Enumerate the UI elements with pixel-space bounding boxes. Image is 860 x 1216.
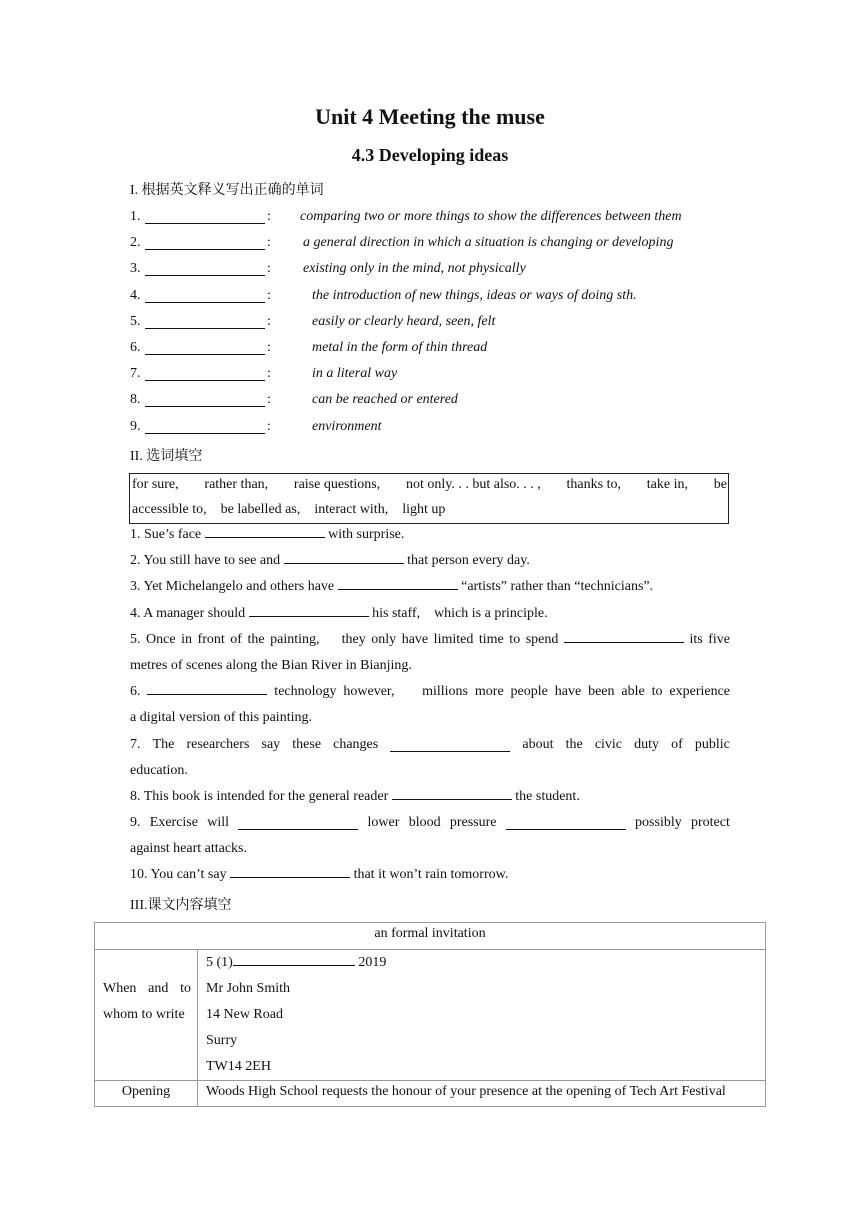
question-9: 9. Exercise will lower blood pressure possibly protect [130, 815, 730, 830]
word-bank-item: thanks to, [566, 477, 621, 492]
question-text: 10. You can’t say [130, 867, 231, 882]
answer-blank[interactable] [205, 525, 325, 538]
date-line [206, 950, 765, 976]
word-bank-item: accessible to, [132, 502, 207, 517]
item-number: 1. [130, 209, 141, 224]
answer-blank[interactable] [390, 739, 510, 752]
question-5-cont: metres of scenes along the Bian River in Bianjing. [130, 658, 412, 673]
answer-blank[interactable] [145, 275, 265, 276]
word-bank-item: be labelled as, [220, 502, 301, 517]
question-text: technology however, millions more people have been able to experience [267, 684, 731, 699]
word-bank-item: take in, [646, 477, 688, 492]
answer-blank[interactable] [238, 817, 358, 830]
definition-row [130, 314, 730, 334]
question-text: with surprise. [324, 527, 405, 542]
question-text: his staff, which is a principle. [368, 606, 548, 621]
question-6 [130, 679, 730, 705]
word-bank-item: not only. . . but also. . . , [405, 477, 541, 492]
answer-blank[interactable] [230, 865, 350, 878]
item-number: 4. [130, 287, 141, 303]
question-10 [130, 862, 730, 888]
address-cell [198, 950, 766, 1081]
answer-blank[interactable] [249, 604, 369, 617]
word-bank-item: raise questions, [293, 477, 381, 492]
answer-blank[interactable] [147, 682, 267, 695]
date-prefix: 5 (1) [206, 955, 233, 970]
page-subtitle: 4.3 Developing ideas [351, 145, 509, 165]
question-3 [130, 574, 730, 600]
definition-text: can be reached or entered [312, 392, 458, 408]
section2-heading: II. 选词填空 [130, 449, 203, 464]
answer-blank[interactable] [506, 817, 626, 830]
invitation-table [94, 922, 766, 1107]
word-bank-item: light up [402, 502, 446, 517]
question-text: that it won’t rain tomorrow. [350, 867, 509, 882]
answer-blank[interactable] [564, 630, 684, 643]
definition-text: comparing two or more things to show the differences between them [300, 209, 682, 224]
address-line: TW14 2EH [206, 1059, 271, 1074]
question-text: its five [683, 632, 731, 647]
question-text: 2. You still have to see and [130, 553, 284, 568]
opening-text: Woods High School requests the honour of your presence at the opening of Tech Art Festival [198, 1081, 766, 1107]
definition-text: environment [312, 418, 382, 434]
word-bank-item: interact with, [314, 502, 389, 517]
answer-blank[interactable] [392, 787, 512, 800]
item-number: 2. [130, 235, 141, 251]
question-6-cont: a digital version of this painting. [130, 710, 312, 725]
colon: : [267, 313, 271, 329]
question-8 [130, 784, 730, 810]
item-number: 6. [130, 340, 141, 355]
word-bank-item: be [713, 477, 727, 492]
definition-text: easily or clearly heard, seen, felt [312, 313, 496, 329]
definition-row [130, 340, 730, 360]
answer-blank[interactable] [145, 406, 265, 407]
row-label-when: When and to whom to write [95, 950, 198, 1081]
item-number: 3. [130, 261, 141, 277]
question-text: 3. Yet Michelangelo and others have [130, 579, 338, 594]
definition-row [130, 419, 730, 439]
answer-blank[interactable] [145, 354, 265, 355]
answer-blank[interactable] [145, 433, 265, 434]
definition-row [130, 366, 730, 386]
answer-blank[interactable] [145, 328, 265, 329]
answer-blank[interactable] [145, 302, 265, 303]
answer-blank[interactable] [145, 249, 265, 250]
question-7: 7. The researchers say these changes about the civic duty of public [130, 737, 730, 752]
colon: : [267, 340, 271, 355]
colon: : [267, 209, 271, 224]
definition-row [130, 235, 730, 255]
item-number: 5. [130, 313, 141, 329]
question-text: the student. [511, 789, 580, 804]
answer-blank[interactable] [338, 577, 458, 590]
question-text: 1. Sue’s face [130, 527, 205, 542]
answer-blank[interactable] [145, 380, 265, 381]
definition-text: metal in the form of thin thread [312, 340, 488, 355]
question-5 [130, 627, 730, 653]
definition-text: a general direction in which a situation is changing or developing [303, 235, 674, 251]
definition-text: existing only in the mind, not physically [303, 261, 526, 277]
item-number: 8. [130, 392, 141, 408]
date-suffix: 2019 [354, 955, 387, 970]
address-line: 14 New Road [206, 1007, 283, 1022]
definition-text: the introduction of new things, ideas or ways of doing sth. [312, 287, 637, 303]
address-line: Mr John Smith [206, 981, 291, 996]
table-title: an formal invitation [95, 923, 766, 950]
question-text: 4. A manager should [130, 606, 249, 621]
question-1 [130, 522, 730, 548]
question-2 [130, 548, 730, 574]
question-7-cont: education. [130, 763, 188, 778]
definition-row [130, 288, 730, 308]
page-title: Unit 4 Meeting the muse [315, 104, 545, 129]
colon: : [267, 392, 271, 408]
definition-row [130, 261, 730, 281]
question-text: 5. Once in front of the painting, they only have limited time to spend [130, 632, 564, 647]
definition-row [130, 392, 730, 412]
colon: : [267, 235, 271, 251]
colon: : [267, 287, 271, 303]
colon: : [267, 366, 271, 382]
question-text: “artists” rather than “technicians”. [457, 579, 654, 594]
colon: : [267, 418, 271, 434]
section1-heading: I. 根据英文释义写出正确的单词 [130, 183, 324, 198]
answer-blank[interactable] [284, 551, 404, 564]
item-number: 9. [130, 418, 141, 434]
answer-blank[interactable] [145, 223, 265, 224]
item-number: 7. [130, 366, 141, 382]
question-text: that person every day. [403, 553, 530, 568]
colon: : [267, 261, 271, 277]
question-text: 6. [130, 684, 148, 699]
question-4 [130, 601, 730, 627]
question-9-cont: against heart attacks. [130, 841, 248, 856]
answer-blank[interactable] [233, 951, 355, 966]
word-bank-item: for sure, [132, 477, 179, 492]
definition-text: in a literal way [312, 366, 398, 382]
row-label-opening: Opening [95, 1081, 198, 1107]
question-text: 8. This book is intended for the general reader [130, 789, 392, 804]
word-bank-box [129, 473, 729, 524]
definition-row [130, 209, 730, 229]
word-bank-item: rather than, [204, 477, 269, 492]
address-line: Surry [206, 1033, 238, 1048]
section3-heading: III.课文内容填空 [130, 898, 232, 913]
